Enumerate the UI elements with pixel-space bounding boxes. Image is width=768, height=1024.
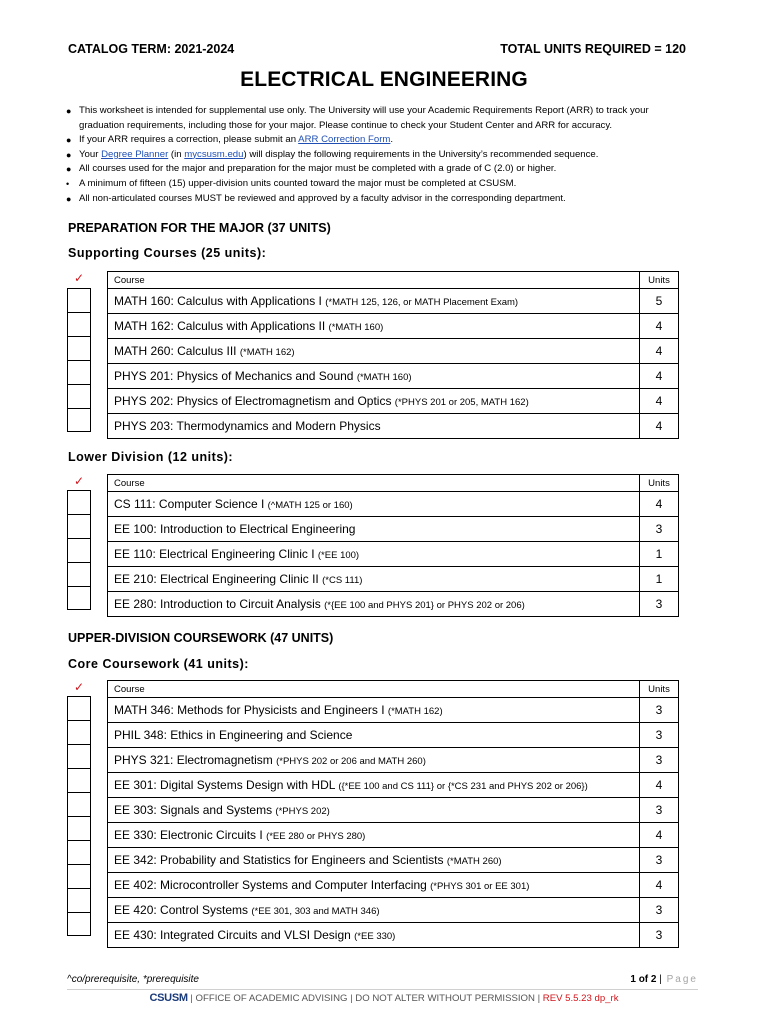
bullet-dot-icon: ●	[66, 164, 72, 175]
prerequisite: (*CS 111)	[322, 575, 363, 586]
prerequisite: (*PHYS 202)	[275, 806, 330, 817]
course-units: 3	[640, 923, 679, 948]
bullet-dot-icon: ●	[66, 149, 72, 160]
checkmark-icon: ✓	[74, 271, 85, 285]
course-checkbox[interactable]	[67, 312, 91, 336]
course-checkbox[interactable]	[67, 840, 91, 864]
prerequisite: (*MATH 162)	[387, 706, 443, 717]
page-number: 1 of 2 | Page	[630, 974, 698, 985]
bullet-item: • A minimum of fifteen (15) upper-division units counted toward the major must be completed at CSUSM.	[66, 177, 706, 192]
intro-bullets	[66, 104, 706, 206]
csusm-logo: CSUSM	[149, 992, 188, 1004]
course-units: 1	[640, 567, 679, 592]
course-checkbox[interactable]	[67, 792, 91, 816]
bullet-dot-icon: •	[66, 178, 70, 189]
table-row	[108, 823, 679, 848]
header-bar	[68, 42, 686, 58]
course-column-header: Course	[108, 272, 640, 289]
course-name: PHYS 203: Thermodynamics and Modern Physics	[114, 419, 381, 433]
core-coursework-table	[107, 680, 679, 948]
course-units: 3	[640, 798, 679, 823]
table-row	[108, 923, 679, 948]
upper-division-heading: UPPER-DIVISION COURSEWORK (47 UNITS)	[68, 631, 334, 645]
table-row	[108, 567, 679, 592]
course-name: EE 210: Electrical Engineering Clinic II	[114, 572, 323, 586]
table-row	[108, 798, 679, 823]
bullet-item: ● If your ARR requires a correction, please submit an ARR Correction Form.	[66, 133, 706, 148]
table-row	[108, 592, 679, 617]
course-units: 4	[640, 773, 679, 798]
table-row	[108, 492, 679, 517]
table-row	[108, 389, 679, 414]
mycsusm-link[interactable]: mycsusm.edu	[184, 148, 244, 160]
course-units: 3	[640, 517, 679, 542]
prerequisite: (*EE 100)	[317, 550, 360, 561]
course-units: 3	[640, 698, 679, 723]
supporting-checkboxes	[67, 288, 91, 432]
course-name: CS 111: Computer Science I	[114, 497, 268, 511]
course-checkbox[interactable]	[67, 408, 91, 432]
table-row	[108, 848, 679, 873]
course-units: 3	[640, 592, 679, 617]
course-name: EE 301: Digital Systems Design with HDL	[114, 778, 339, 792]
prerequisite: (*MATH 160)	[328, 322, 384, 333]
course-checkbox[interactable]	[67, 562, 91, 586]
course-checkbox[interactable]	[67, 336, 91, 360]
course-checkbox[interactable]	[67, 816, 91, 840]
course-name: EE 430: Integrated Circuits and VLSI Design	[114, 928, 355, 942]
course-units: 4	[640, 823, 679, 848]
course-checkbox[interactable]	[67, 912, 91, 936]
footer-office: CSUSM | OFFICE OF ACADEMIC ADVISING | DO NOT ALTER WITHOUT PERMISSION | REV 5.5.23 dp_rk	[149, 992, 619, 1004]
course-name: EE 280: Introduction to Circuit Analysis	[114, 597, 325, 611]
supporting-courses-table	[107, 271, 679, 439]
core-checkboxes	[67, 696, 91, 936]
prep-heading: PREPARATION FOR THE MAJOR (37 UNITS)	[68, 221, 331, 235]
course-units: 4	[640, 414, 679, 439]
prerequisite: (*MATH 260)	[446, 856, 502, 867]
course-checkbox[interactable]	[67, 864, 91, 888]
course-units: 4	[640, 389, 679, 414]
bullet-item: ● This worksheet is intended for supplemental use only. The University will use your Academic Requirements Report (ARR) to track your graduation requirements, including those for your major. Please continue to check your Student Center and ARR for accuracy.	[66, 105, 649, 131]
course-name: EE 402: Microcontroller Systems and Computer Interfacing	[114, 878, 431, 892]
course-checkbox[interactable]	[67, 538, 91, 562]
course-units: 4	[640, 339, 679, 364]
prerequisite: (*EE 330)	[354, 931, 396, 942]
table-row	[108, 748, 679, 773]
course-units: 4	[640, 492, 679, 517]
course-name: EE 110: Electrical Engineering Clinic I	[114, 547, 318, 561]
arr-correction-form-link[interactable]: ARR Correction Form	[298, 134, 391, 146]
course-name: EE 420: Control Systems	[114, 903, 252, 917]
table-row	[108, 339, 679, 364]
prerequisite: (^MATH 125 or 160)	[267, 500, 353, 511]
supporting-heading: Supporting Courses (25 units):	[68, 246, 267, 260]
prerequisite: (*PHYS 301 or EE 301)	[430, 881, 530, 892]
course-name: PHIL 348: Ethics in Engineering and Science	[114, 728, 353, 742]
course-name: EE 330: Electronic Circuits I	[114, 828, 267, 842]
course-column-header: Course	[108, 475, 640, 492]
lower-division-table	[107, 474, 679, 617]
table-row	[108, 314, 679, 339]
revision-label: REV 5.5.23 dp_rk	[542, 993, 619, 1004]
degree-planner-link[interactable]: Degree Planner	[101, 148, 169, 160]
course-checkbox[interactable]	[67, 288, 91, 312]
course-units: 5	[640, 289, 679, 314]
prerequisite-legend: ^co/prerequisite, *prerequisite	[67, 974, 199, 985]
table-row	[108, 773, 679, 798]
prerequisite: ({*EE 100 and CS 111} or {*CS 231 and PHYS 202 or 206})	[338, 781, 588, 792]
course-name: MATH 160: Calculus with Applications I	[114, 294, 326, 308]
course-checkbox[interactable]	[67, 696, 91, 720]
bullet-item: ● Your Degree Planner (in mycsusm.edu) will display the following requirements in the University’s recommended sequence.	[66, 148, 706, 163]
course-units: 4	[640, 873, 679, 898]
course-name: PHYS 201: Physics of Mechanics and Sound	[114, 369, 357, 383]
table-row	[108, 723, 679, 748]
units-column-header: Units	[640, 272, 679, 289]
bullet-dot-icon: ●	[66, 135, 72, 146]
bullet-item: ● All courses used for the major and preparation for the major must be completed with a grade of C (2.0) or higher.	[66, 162, 706, 177]
course-name: PHYS 202: Physics of Electromagnetism and Optics	[114, 394, 395, 408]
table-row	[108, 898, 679, 923]
prerequisite: (*EE 280 or PHYS 280)	[266, 831, 366, 842]
units-column-header: Units	[640, 475, 679, 492]
prerequisite: (*PHYS 201 or 205, MATH 162)	[394, 397, 529, 408]
page-title: ELECTRICAL ENGINEERING	[240, 68, 528, 91]
checkmark-icon: ✓	[74, 474, 85, 488]
table-row	[108, 698, 679, 723]
core-heading: Core Coursework (41 units):	[68, 657, 249, 671]
course-name: MATH 162: Calculus with Applications II	[114, 319, 329, 333]
prerequisite: (*MATH 125, 126, or MATH Placement Exam)	[325, 297, 519, 308]
bullet-dot-icon: ●	[66, 193, 72, 204]
bullet-dot-icon: ●	[66, 106, 72, 116]
course-checkbox[interactable]	[67, 768, 91, 792]
catalog-term: CATALOG TERM: 2021-2024	[68, 42, 235, 56]
prerequisite: (*MATH 162)	[239, 347, 295, 358]
course-units: 4	[640, 364, 679, 389]
course-checkbox[interactable]	[67, 586, 91, 610]
course-units: 1	[640, 542, 679, 567]
course-checkbox[interactable]	[67, 490, 91, 514]
course-checkbox[interactable]	[67, 514, 91, 538]
course-checkbox[interactable]	[67, 888, 91, 912]
course-name: MATH 346: Methods for Physicists and Engineers I	[114, 703, 388, 717]
course-checkbox[interactable]	[67, 360, 91, 384]
course-units: 3	[640, 723, 679, 748]
table-row	[108, 364, 679, 389]
footer-divider	[67, 989, 698, 990]
course-name: MATH 260: Calculus III	[114, 344, 240, 358]
total-units: TOTAL UNITS REQUIRED = 120	[500, 42, 686, 56]
course-name: EE 100: Introduction to Electrical Engineering	[114, 522, 356, 536]
course-name: PHYS 321: Electromagnetism	[114, 753, 277, 767]
lower-division-checkboxes	[67, 490, 91, 610]
prerequisite: (*MATH 160)	[356, 372, 412, 383]
course-units: 4	[640, 314, 679, 339]
course-name: EE 342: Probability and Statistics for Engineers and Scientists	[114, 853, 447, 867]
prerequisite: (*{EE 100 and PHYS 201} or PHYS 202 or 206)	[324, 600, 525, 611]
course-checkbox[interactable]	[67, 720, 91, 744]
lower-division-heading: Lower Division (12 units):	[68, 450, 234, 464]
course-name: EE 303: Signals and Systems	[114, 803, 276, 817]
table-row	[108, 542, 679, 567]
prerequisite: (*EE 301, 303 and MATH 346)	[251, 906, 380, 917]
table-row	[108, 517, 679, 542]
course-checkbox[interactable]	[67, 384, 91, 408]
course-units: 3	[640, 898, 679, 923]
course-column-header: Course	[108, 681, 640, 698]
course-units: 3	[640, 748, 679, 773]
table-row	[108, 414, 679, 439]
course-units: 3	[640, 848, 679, 873]
table-row	[108, 873, 679, 898]
table-row	[108, 289, 679, 314]
bullet-item: ● All non-articulated courses MUST be reviewed and approved by a faculty advisor in the corresponding department.	[66, 192, 706, 207]
prerequisite: (*PHYS 202 or 206 and MATH 260)	[276, 756, 426, 767]
units-column-header: Units	[640, 681, 679, 698]
checkmark-icon: ✓	[74, 680, 85, 694]
course-checkbox[interactable]	[67, 744, 91, 768]
